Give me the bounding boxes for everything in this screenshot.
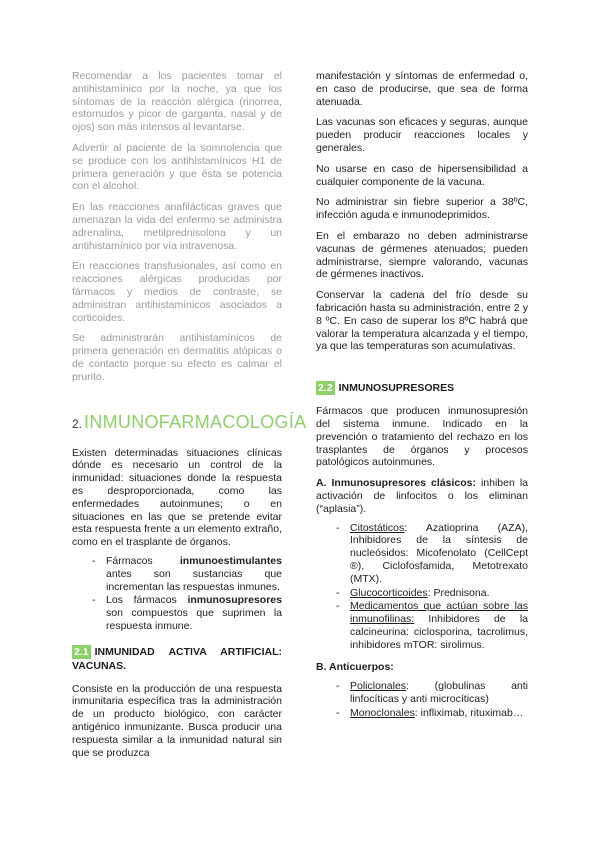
list-item: - Los fármacos inmunosupresores son compuestos que suprimen la respuesta inmune. xyxy=(92,594,282,632)
paragraph: Conservar la cadena del frío desde su fabricación hasta su administración, entre 2 y 8 ºC. En caso de superar los 8ºC habrá que valorar la temperatura alcanzada y el tiempo, ya que las temperaturas son acumulativas. xyxy=(316,289,528,353)
list-item: - Fármacos inmunoestimulantes antes son sustancias que incrementan las respuestas inmunes. xyxy=(92,555,282,593)
right-column xyxy=(316,70,528,726)
list-item: - Monoclonales: infliximab, rituximab… xyxy=(336,707,528,720)
section-number: 2. xyxy=(72,416,83,431)
paragraph: No usarse en caso de hipersensibilidad a cualquier componente de la vacuna. xyxy=(316,162,528,188)
list-item: - Citostáticos: Azatioprina (AZA), Inhibidores de la síntesis de nucleósidos: Micofenolato (CellCept ®), Ciclofosfamida, Metotrexato (MTX). xyxy=(336,522,528,586)
list-item: - Medicamentos que actúan sobre las inmunofilinas: Inhibidores de la calcineurina: ciclosporina, tacrolimus, inhibidores mTOR: sirolimus. xyxy=(336,600,528,651)
paragraph: Recomendar a los pacientes tomar el antihistamínico por la noche, ya que los síntomas de la reacción alérgica (rinorrea, estornudos y picor de garganta, nasal y de ojos) son más intensos al levantarse. xyxy=(72,70,282,134)
list-item: - Policlonales: (globulinas anti linfocíticas y anti microcíticas) xyxy=(336,680,528,706)
antibodies-heading: B. Anticuerpos: xyxy=(316,661,394,674)
antibody-list xyxy=(316,680,528,719)
section-heading xyxy=(72,411,307,433)
subsection-heading-immunosuppressants xyxy=(316,381,528,395)
paragraph: Las vacunas son eficaces y seguras, aunque pueden producir reacciones locales y generales. xyxy=(316,116,528,154)
subsection-title: INMUNIDAD ACTIVA ARTIFICIAL: VACUNAS. xyxy=(72,645,282,672)
paragraph: No administrar sin fiebre superior a 38ºC, infección aguda e inmunodeprimidos. xyxy=(316,196,528,222)
drug-type-list xyxy=(72,555,282,633)
paragraph: Se administrarán antihistamínicos de primera generación en dermatitis atópicas o de contacto porque su efecto es calmar el prurito. xyxy=(72,332,282,383)
subsection-number: 2.2 xyxy=(318,382,333,395)
paragraph: En las reacciones anafilácticas graves que amenazan la vida del enfermo se administra adrenalina, metilprednisolona y un antihistamínico por vía intravenosa. xyxy=(72,201,282,252)
recommendations-block xyxy=(72,70,282,384)
list-item: - Glucocorticoides: Prednisona. xyxy=(336,587,528,600)
paragraph: Fármacos que producen inmunosupresión del sistema inmune. Indicado en la prevención o tratamiento del rechazo en los trasplantes de órganos y procesos patológicos autoinmunes. xyxy=(316,405,528,469)
paragraph: manifestación y síntomas de enfermedad o, en caso de producirse, que sea de forma atenuada. xyxy=(316,70,528,108)
paragraph: Consiste en la producción de una respuesta inmunitaria específica tras la administración de un producto biológico, con carácter antigénico inmunizante. Busca producir una respuesta similar a la inmunidad natural sin que se produzca xyxy=(72,682,282,759)
paragraph: En el embarazo no deben administrarse vacunas de gérmenes atenuados; pueden administrarse, siempre valorando, vacunas de gérmenes inactivos. xyxy=(316,229,528,281)
intro-paragraph: Existen determinadas situaciones clínicas dónde es necesario un control de la inmunidad: situaciones donde la respuesta es desproporcionada, como las enfermedades autoinmunes; o en situaciones en las que se pretende evitar esta respuesta frente a un elemento extraño, como en el trasplante de órganos. xyxy=(72,446,282,549)
subsection-title: INMUNOSUPRESORES xyxy=(338,382,455,395)
subsection-heading-vaccines xyxy=(72,645,282,673)
left-column xyxy=(72,70,307,759)
subsection-number: 2.1 xyxy=(74,645,89,658)
classic-immunosuppressants-intro: A. Inmunosupresores clásicos: inhiben la activación de linfocitos o los eliminan (“aplasia”). xyxy=(316,477,528,515)
classic-drug-list xyxy=(316,522,528,652)
paragraph: Advertir al paciente de la somnolencia que se produce con los antihistamínicos H1 de primera generación y que ésta se potencia con el alcohol. xyxy=(72,141,282,193)
paragraph: En reacciones transfusionales, así como en reacciones alérgicas producidas por fármacos y medios de contraste, se administran antihistamínicos asociados a corticoides. xyxy=(72,260,282,324)
section-title: INMUNOFARMACOLOGÍA xyxy=(84,411,307,432)
